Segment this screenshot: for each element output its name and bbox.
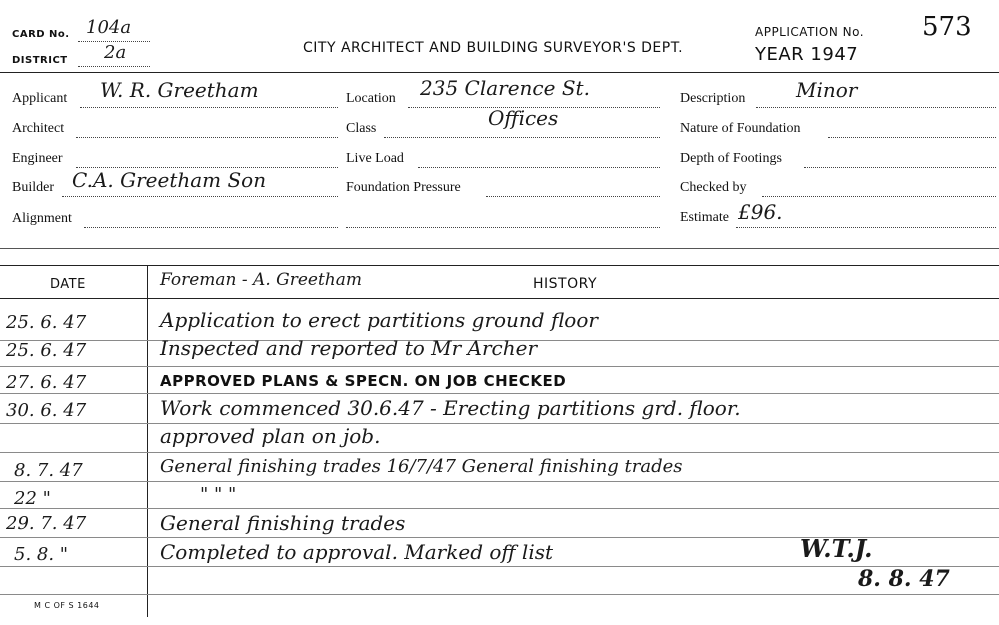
- history-entry: " " ": [200, 484, 237, 505]
- class-line: [384, 137, 660, 138]
- depth-of-footings-line: [804, 167, 996, 168]
- foundation-pressure-line: [486, 196, 660, 197]
- year-label: YEAR 1947: [755, 44, 859, 65]
- row-rule: [0, 393, 999, 394]
- district-line: [78, 66, 150, 67]
- estimate-label: Estimate: [680, 210, 729, 225]
- applicant-line: [80, 107, 338, 108]
- card-no-value: 104a: [86, 17, 132, 38]
- history-entry: Work commenced 30.6.47 - Erecting partitions grd. floor.: [160, 396, 741, 420]
- alignment-line: [84, 227, 338, 228]
- description-label: Description: [680, 91, 746, 106]
- location-label: Location: [346, 91, 396, 106]
- architect-label: Architect: [12, 121, 65, 136]
- fields-rule: [0, 248, 999, 249]
- architect-line: [76, 137, 338, 138]
- location-value: 235 Clarence St.: [420, 76, 590, 100]
- class-value: Offices: [488, 106, 559, 130]
- live-load-label: Live Load: [346, 151, 404, 166]
- history-date: 25. 6. 47: [6, 340, 87, 361]
- row-rule: [0, 508, 999, 509]
- column2-extra-line: [346, 227, 660, 228]
- history-date: 8. 7. 47: [14, 460, 83, 481]
- card-no-label: CARD No.: [12, 29, 70, 40]
- depth-of-footings-label: Depth of Footings: [680, 151, 782, 166]
- builder-label: Builder: [12, 180, 54, 195]
- district-label: DISTRICT: [12, 55, 68, 66]
- history-date: 30. 6. 47: [6, 400, 87, 421]
- history-entry: Application to erect partitions ground floor: [160, 308, 598, 332]
- history-date: 29. 7. 47: [6, 513, 87, 534]
- form-code: M C OF S 1644: [34, 601, 100, 610]
- date-column-header: DATE: [50, 277, 86, 292]
- class-label: Class: [346, 121, 377, 136]
- history-entry: Inspected and reported to Mr Archer: [160, 336, 538, 360]
- application-no-value: 573: [922, 12, 972, 42]
- row-rule: [0, 423, 999, 424]
- builder-value: C.A. Greetham Son: [72, 168, 267, 192]
- foreman-note: Foreman - A. Greetham: [160, 270, 362, 290]
- description-value: Minor: [796, 78, 858, 102]
- row-rule: [0, 366, 999, 367]
- row-rule: [0, 594, 999, 595]
- inspector-signature: W.T.J.: [800, 534, 873, 563]
- row-rule: [0, 566, 999, 567]
- header-divider: [0, 72, 999, 73]
- history-top-rule: [0, 265, 999, 266]
- nature-of-foundation-line: [828, 137, 996, 138]
- live-load-line: [418, 167, 660, 168]
- applicant-label: Applicant: [12, 91, 68, 106]
- history-entry: Completed to approval. Marked off list: [160, 540, 554, 564]
- engineer-label: Engineer: [12, 151, 63, 166]
- foundation-pressure-label: Foundation Pressure: [346, 180, 461, 195]
- applicant-value: W. R. Greetham: [100, 78, 259, 102]
- history-date: 22 ": [14, 488, 51, 509]
- history-header-rule: [0, 298, 999, 299]
- row-rule: [0, 452, 999, 453]
- application-no-label: APPLICATION No.: [755, 25, 865, 39]
- department-title: CITY ARCHITECT AND BUILDING SURVEYOR'S DEPT.: [303, 40, 684, 56]
- history-date: 25. 6. 47: [6, 312, 87, 333]
- history-entry: General finishing trades: [160, 511, 406, 535]
- date-column-divider: [147, 265, 148, 617]
- signature-date: 8. 8. 47: [858, 566, 950, 592]
- builder-line: [62, 196, 338, 197]
- history-entry: approved plan on job.: [160, 424, 381, 448]
- history-column-header: HISTORY: [533, 276, 597, 292]
- estimate-value: £96.: [738, 200, 783, 224]
- checked-by-line: [762, 196, 996, 197]
- nature-of-foundation-label: Nature of Foundation: [680, 121, 801, 136]
- history-entry: General finishing trades 16/7/47 General finishing trades: [160, 456, 683, 477]
- history-date: 5. 8. ": [14, 544, 69, 565]
- alignment-label: Alignment: [12, 211, 72, 226]
- history-entry-stamp: APPROVED PLANS & SPECN. ON JOB CHECKED: [160, 372, 567, 390]
- row-rule: [0, 481, 999, 482]
- history-date: 27. 6. 47: [6, 372, 87, 393]
- checked-by-label: Checked by: [680, 180, 747, 195]
- estimate-line: [736, 227, 996, 228]
- description-line: [756, 107, 996, 108]
- district-value: 2a: [104, 42, 127, 63]
